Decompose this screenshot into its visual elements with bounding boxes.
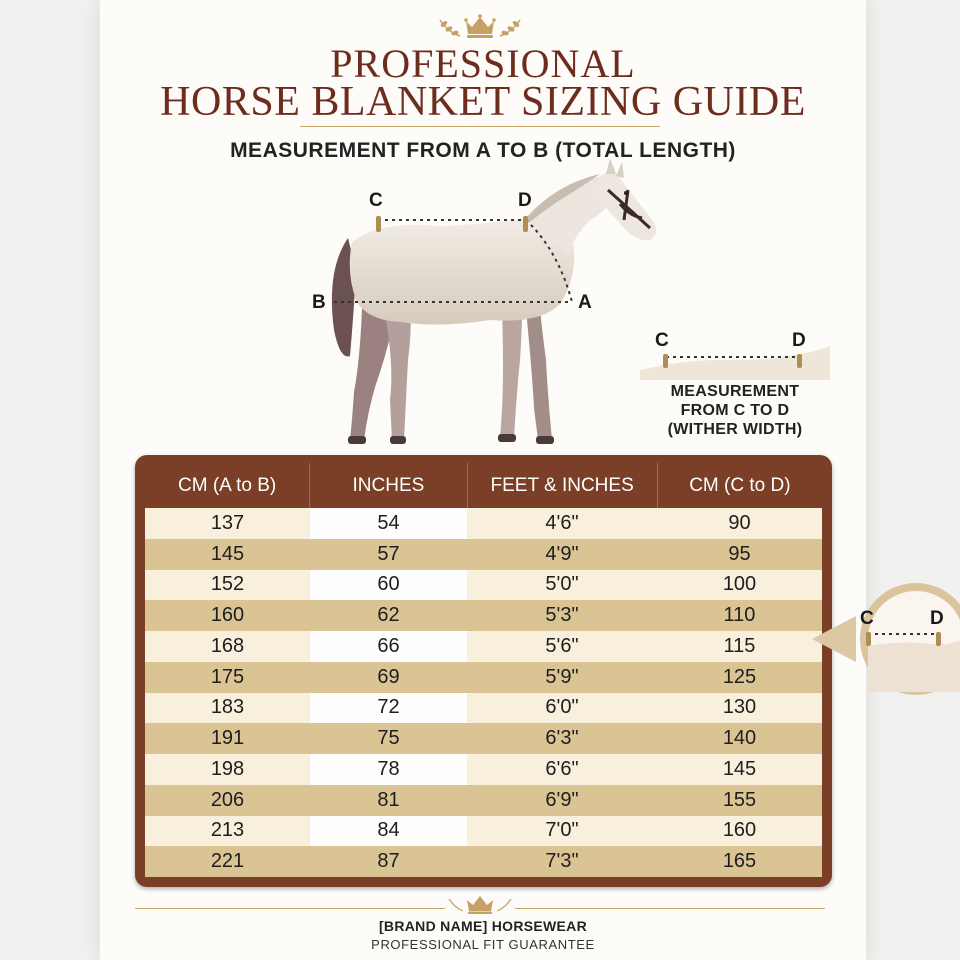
wither-caption-line3: (WITHER WIDTH) xyxy=(667,421,803,438)
table-row xyxy=(145,539,822,570)
cell-feet-inches: 6'6" xyxy=(545,757,579,780)
cell-feet-inches: 5'9" xyxy=(545,665,579,688)
table-row xyxy=(145,754,822,785)
cell-inches: 75 xyxy=(377,727,400,750)
cell-feet-inches: 5'0" xyxy=(545,573,579,596)
table-header-row xyxy=(145,463,822,508)
header-feet-inches: FEET & INCHES xyxy=(468,463,658,508)
cell-cm-a-b: 198 xyxy=(210,757,245,780)
table-row xyxy=(145,508,822,539)
cell-cm-c-d: 90 xyxy=(728,511,751,534)
table-row xyxy=(145,693,822,724)
table-body xyxy=(145,508,822,877)
magnifier-icon xyxy=(812,582,960,697)
cell-cm-c-d: 155 xyxy=(722,788,757,811)
wither-caption-line2: FROM C TO D xyxy=(680,402,790,419)
cell-feet-inches: 6'9" xyxy=(545,788,579,811)
cell-inches: 84 xyxy=(310,816,467,847)
page-title-line1: PROFESSIONAL xyxy=(330,41,636,86)
cell-inches: 72 xyxy=(310,693,467,724)
cell-cm-c-d: 130 xyxy=(722,696,757,719)
cell-cm-c-d: 110 xyxy=(723,604,756,627)
table-row xyxy=(145,570,822,601)
point-c-label: C xyxy=(369,190,383,211)
wither-caption xyxy=(630,382,840,439)
cell-cm-c-d: 125 xyxy=(722,665,757,688)
title-divider xyxy=(300,126,660,127)
cell-cm-a-b: 183 xyxy=(210,696,245,719)
cell-cm-c-d: 95 xyxy=(728,542,751,565)
crown-icon xyxy=(445,893,515,915)
wither-point-c-label: C xyxy=(655,330,669,351)
page-title-line2: HORSE BLANKET SIZING GUIDE xyxy=(160,79,806,125)
cell-cm-c-d: 165 xyxy=(722,850,757,873)
cell-cm-c-d: 160 xyxy=(722,819,757,842)
cell-feet-inches: 4'6" xyxy=(545,511,579,534)
brand-name: [BRAND NAME] HORSEWEAR xyxy=(378,918,588,934)
header-inches: INCHES xyxy=(310,463,467,508)
crown-icon xyxy=(430,12,530,40)
cell-cm-a-b: 175 xyxy=(210,665,245,688)
zoom-point-d-label: D xyxy=(930,608,944,629)
cell-cm-a-b: 145 xyxy=(210,542,245,565)
size-table xyxy=(135,455,832,887)
page-subtitle: MEASUREMENT FROM A TO B (TOTAL LENGTH) xyxy=(230,139,736,162)
cell-inches: 87 xyxy=(377,850,400,873)
cell-feet-inches: 6'0" xyxy=(545,696,579,719)
cell-inches: 60 xyxy=(310,570,467,601)
cell-cm-a-b: 137 xyxy=(210,511,245,534)
table-row xyxy=(145,723,822,754)
cell-cm-c-d: 145 xyxy=(722,757,757,780)
cell-inches: 54 xyxy=(310,508,467,539)
cell-cm-a-b: 152 xyxy=(210,573,245,596)
cell-inches: 81 xyxy=(377,788,400,811)
table-row xyxy=(145,662,822,693)
cell-cm-c-d: 100 xyxy=(722,573,757,596)
wither-caption-line1: MEASUREMENT xyxy=(670,383,800,400)
cell-feet-inches: 4'9" xyxy=(545,542,579,565)
header-cm-a-to-b: CM (A to B) xyxy=(145,463,310,508)
cell-feet-inches: 5'6" xyxy=(545,634,579,657)
header-cm-c-to-d: CM (C to D) xyxy=(689,475,791,496)
point-a-label: A xyxy=(578,292,592,313)
cell-inches: 57 xyxy=(377,542,400,565)
table-row xyxy=(145,785,822,816)
table-row xyxy=(145,631,822,662)
cell-cm-c-d: 140 xyxy=(722,727,757,750)
point-b-label: B xyxy=(312,292,326,313)
cell-inches: 62 xyxy=(377,604,400,627)
cell-inches: 66 xyxy=(310,631,467,662)
table-row xyxy=(145,846,822,877)
cell-feet-inches: 5'3" xyxy=(545,604,579,627)
cell-cm-a-b: 206 xyxy=(210,788,245,811)
footer-divider-left xyxy=(135,908,445,909)
cell-feet-inches: 7'0" xyxy=(545,819,579,842)
zoom-point-c-label: C xyxy=(860,608,874,629)
table-row xyxy=(145,816,822,847)
cell-feet-inches: 6'3" xyxy=(545,727,579,750)
cell-feet-inches: 7'3" xyxy=(545,850,579,873)
cell-inches: 69 xyxy=(377,665,400,688)
cell-cm-c-d: 115 xyxy=(723,634,756,657)
point-d-label: D xyxy=(518,190,532,211)
cell-cm-a-b: 168 xyxy=(210,634,245,657)
cell-cm-a-b: 213 xyxy=(210,819,245,842)
brand-tagline: PROFESSIONAL FIT GUARANTEE xyxy=(371,937,595,952)
footer-divider-right xyxy=(515,908,825,909)
cell-cm-a-b: 160 xyxy=(210,604,245,627)
cell-inches: 78 xyxy=(310,754,467,785)
wither-point-d-label: D xyxy=(792,330,806,351)
cell-cm-a-b: 221 xyxy=(210,850,245,873)
table-row xyxy=(145,600,822,631)
cell-cm-a-b: 191 xyxy=(210,727,245,750)
